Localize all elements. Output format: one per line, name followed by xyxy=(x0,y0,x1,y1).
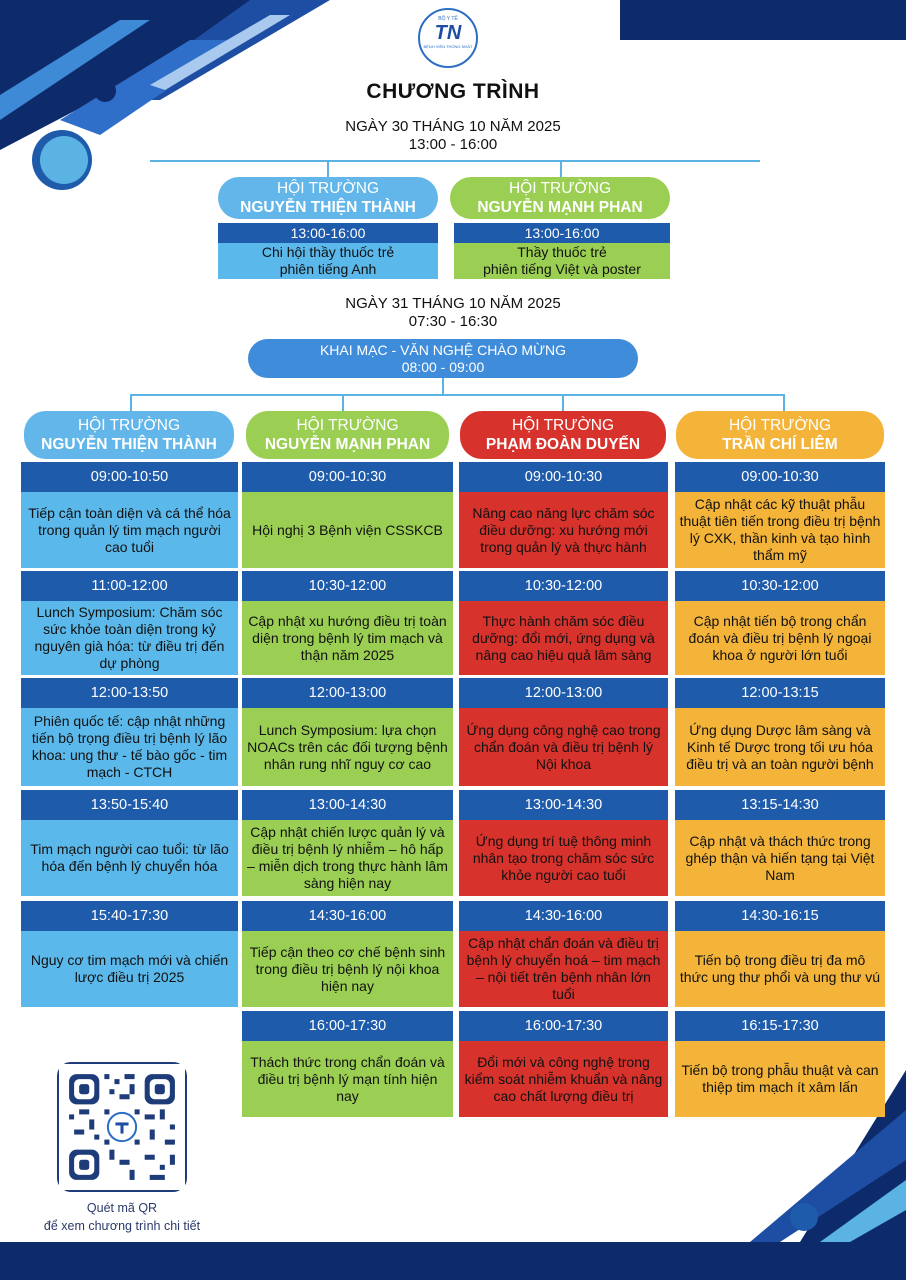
session-title: Tiến bộ trong phẫu thuật và can thiệp tim mạch ít xâm lấn xyxy=(675,1041,885,1117)
session-time: 15:40-17:30 xyxy=(21,901,238,931)
session-time: 11:00-12:00 xyxy=(21,571,238,601)
session-title: Ứng dụng Dược lâm sàng và Kinh tế Dược trong tối ưu hóa điều trị và an toàn người bệnh xyxy=(675,708,885,786)
session-time: 12:00-13:15 xyxy=(675,678,885,708)
session-card xyxy=(459,901,668,1007)
session-title: Cập nhật các kỹ thuật phẫu thuật tiên tiến trong điều trị bệnh lý CXK, thần kinh và tạo hình thẩm mỹ xyxy=(675,492,885,568)
qr-caption-line1: Quét mã QR xyxy=(86,1201,158,1215)
session-title: Cập nhật chiến lược quản lý và điều trị bệnh lý nhiễm – hô hấp – miễn dịch trong thực hành lâm sàng hiện nay xyxy=(242,820,453,896)
connector xyxy=(562,394,564,412)
session-card xyxy=(675,901,885,1007)
session-card xyxy=(675,571,885,675)
session-card xyxy=(21,901,238,1007)
session-title: Lunch Symposium: lựa chọn NOACs trên các đối tượng bệnh nhân rung nhĩ nguy cơ cao xyxy=(242,708,453,786)
hall-pham-doan-duyen xyxy=(460,411,666,459)
footer-bar xyxy=(0,1242,906,1280)
hall-name: NGUYỄN THIỆN THÀNH xyxy=(41,436,217,453)
session-time: 13:00-14:30 xyxy=(242,790,453,820)
session-title: Cập nhật xu hướng điều trị toàn diện trong bệnh lý tim mạch và thận năm 2025 xyxy=(242,601,453,675)
page-title: CHƯƠNG TRÌNH xyxy=(366,80,540,103)
session-card xyxy=(242,678,453,786)
session-body xyxy=(218,243,438,279)
day1-hall-nguyen-thien-thanh xyxy=(218,177,438,219)
connector xyxy=(327,160,329,178)
session-title: Ứng dụng công nghệ cao trong chẩn đoán và điều trị bệnh lý Nội khoa xyxy=(459,708,668,786)
session-time: 09:00-10:30 xyxy=(459,462,668,492)
qr-caption-line2: để xem chương trình chi tiết xyxy=(43,1219,201,1233)
hall-label: HỘI TRƯỜNG xyxy=(77,417,181,434)
hall-label: HỘI TRƯỜNG xyxy=(508,180,612,197)
session-card xyxy=(242,571,453,675)
session-time: 10:30-12:00 xyxy=(242,571,453,601)
hall-name: NGUYỄN MẠNH PHAN xyxy=(477,199,643,216)
session-time: 13:15-14:30 xyxy=(675,790,885,820)
session-time: 13:00-16:00 xyxy=(218,223,438,243)
session-card xyxy=(675,462,885,568)
session-time: 10:30-12:00 xyxy=(459,571,668,601)
session-time: 13:50-15:40 xyxy=(21,790,238,820)
session-time: 16:15-17:30 xyxy=(675,1011,885,1041)
session-time: 13:00-14:30 xyxy=(459,790,668,820)
day1-hall-nguyen-manh-phan xyxy=(450,177,670,219)
session-card xyxy=(21,462,238,568)
session-time: 09:00-10:50 xyxy=(21,462,238,492)
session-card xyxy=(675,678,885,786)
session-title: Cập nhật chẩn đoán và điều trị bệnh lý chuyển hoá – tim mạch – nội tiết trên bệnh nhân lớn tuổi xyxy=(459,931,668,1007)
session-time: 09:00-10:30 xyxy=(242,462,453,492)
connector xyxy=(130,394,132,412)
session-title: Nguy cơ tim mạch mới và chiến lược điều trị 2025 xyxy=(21,931,238,1007)
connector xyxy=(783,394,785,412)
qr-code[interactable] xyxy=(59,1064,185,1190)
day1-session-2 xyxy=(454,223,670,279)
session-card xyxy=(242,462,453,568)
session-title: Cập nhật và thách thức trong ghép thận và hiến tạng tại Việt Nam xyxy=(675,820,885,896)
day1-date: NGÀY 30 THÁNG 10 NĂM 2025 xyxy=(345,118,561,135)
hospital-logo xyxy=(418,8,478,68)
session-title-line: Chi hội thầy thuốc trẻ xyxy=(261,244,395,260)
session-time: 16:00-17:30 xyxy=(459,1011,668,1041)
hall-label: HỘI TRƯỜNG xyxy=(728,417,832,434)
day1-time: 13:00 - 16:00 xyxy=(408,136,498,153)
logo-bottom-text: BỆNH VIỆN THỐNG NHẤT xyxy=(423,44,473,49)
session-title: Ứng dụng trí tuệ thông minh nhân tạo trong chăm sóc sức khỏe người cao tuổi xyxy=(459,820,668,896)
logo-top-text: BỘ Y TẾ xyxy=(438,16,458,22)
session-time: 16:00-17:30 xyxy=(242,1011,453,1041)
session-card xyxy=(459,1011,668,1117)
connector xyxy=(560,160,562,178)
day1-session-1 xyxy=(218,223,438,279)
session-title: Phiên quốc tế: cập nhật những tiến bộ trọng điều trị bệnh lý lão khoa: ung thư - tế bào gốc - tim mạch - CTCH xyxy=(21,708,238,786)
session-title: Thách thức trong chẩn đoán và điều trị bệnh lý mạn tính hiện nay xyxy=(242,1041,453,1117)
session-card xyxy=(242,1011,453,1117)
session-time: 10:30-12:00 xyxy=(675,571,885,601)
hall-label: HỘI TRƯỜNG xyxy=(511,417,615,434)
hall-label: HỘI TRƯỜNG xyxy=(296,417,399,434)
decor-circle-bottom xyxy=(790,1203,818,1231)
hall-label: HỘI TRƯỜNG xyxy=(276,180,380,197)
session-title-line: Thầy thuốc trẻ xyxy=(517,244,607,260)
connector xyxy=(130,394,785,396)
day2-date: NGÀY 31 THÁNG 10 NĂM 2025 xyxy=(345,295,561,312)
session-body xyxy=(454,243,670,279)
session-card xyxy=(675,790,885,896)
decor-top-right xyxy=(620,0,906,40)
session-time: 12:00-13:00 xyxy=(459,678,668,708)
session-card xyxy=(242,790,453,896)
session-title: Tiến bộ trong điều trị đa mô thức ung thư phổi và ung thư vú xyxy=(675,931,885,1007)
session-time: 12:00-13:00 xyxy=(242,678,453,708)
session-title: Đổi mới và công nghệ trong kiểm soát nhiễm khuẩn và nâng cao chất lượng điều trị xyxy=(459,1041,668,1117)
session-title: Cập nhật tiến bộ trong chẩn đoán và điều trị bệnh lý ngoại khoa ở người lớn tuổi xyxy=(675,601,885,675)
session-card xyxy=(21,571,238,675)
logo-mark: TN xyxy=(434,22,462,44)
session-card xyxy=(242,901,453,1007)
session-title: Thực hành chăm sóc điều dưỡng: đổi mới, ứng dụng và nâng cao hiệu quả lâm sàng xyxy=(459,601,668,675)
session-card xyxy=(459,678,668,786)
session-card xyxy=(459,462,668,568)
session-time: 13:00-16:00 xyxy=(454,223,670,243)
session-card xyxy=(21,790,238,896)
session-time: 14:30-16:00 xyxy=(459,901,668,931)
session-card xyxy=(675,1011,885,1117)
session-title: Nâng cao năng lực chăm sóc điều dưỡng: xu hướng mới trong quản lý và thực hành xyxy=(459,492,668,568)
opening-ceremony xyxy=(248,339,638,378)
session-card xyxy=(459,790,668,896)
qr-code-frame[interactable] xyxy=(57,1062,187,1192)
hall-tran-chi-liem xyxy=(676,411,884,459)
connector xyxy=(150,160,760,162)
session-time: 09:00-10:30 xyxy=(675,462,885,492)
hall-nguyen-thien-thanh xyxy=(24,411,234,459)
hall-name: PHẠM ĐOÀN DUYẾN xyxy=(485,436,641,453)
opening-title: KHAI MẠC - VĂN NGHỆ CHÀO MỪNG xyxy=(319,341,567,358)
session-time: 14:30-16:00 xyxy=(242,901,453,931)
session-time: 14:30-16:15 xyxy=(675,901,885,931)
opening-time: 08:00 - 09:00 xyxy=(401,358,485,375)
session-time: 12:00-13:50 xyxy=(21,678,238,708)
hall-name: NGUYỄN MẠNH PHAN xyxy=(264,436,431,453)
session-title: Lunch Symposium: Chăm sóc sức khỏe toàn diện trong kỷ nguyên già hóa: từ điều trị đến dự phòng xyxy=(21,601,238,675)
session-title: Tim mạch người cao tuổi: từ lão hóa đến bệnh lý chuyển hóa xyxy=(21,820,238,896)
hall-nguyen-manh-phan xyxy=(246,411,449,459)
session-title-line: phiên tiếng Anh xyxy=(279,261,377,277)
session-title: Tiếp cận theo cơ chế bệnh sinh trong điều trị bệnh lý nội khoa hiện nay xyxy=(242,931,453,1007)
connector xyxy=(342,394,344,412)
hall-name: TRẦN CHÍ LIÊM xyxy=(722,436,838,453)
hall-name: NGUYỄN THIỆN THÀNH xyxy=(240,199,416,216)
session-title-line: phiên tiếng Việt và poster xyxy=(483,261,641,277)
day2-time: 07:30 - 16:30 xyxy=(408,313,498,330)
session-title: Tiếp cận toàn diện và cá thể hóa trong quản lý tim mạch người cao tuổi xyxy=(21,492,238,568)
session-title: Hội nghị 3 Bệnh viện CSSKCB xyxy=(242,492,453,568)
connector xyxy=(442,378,444,395)
session-card xyxy=(459,571,668,675)
session-card xyxy=(21,678,238,786)
